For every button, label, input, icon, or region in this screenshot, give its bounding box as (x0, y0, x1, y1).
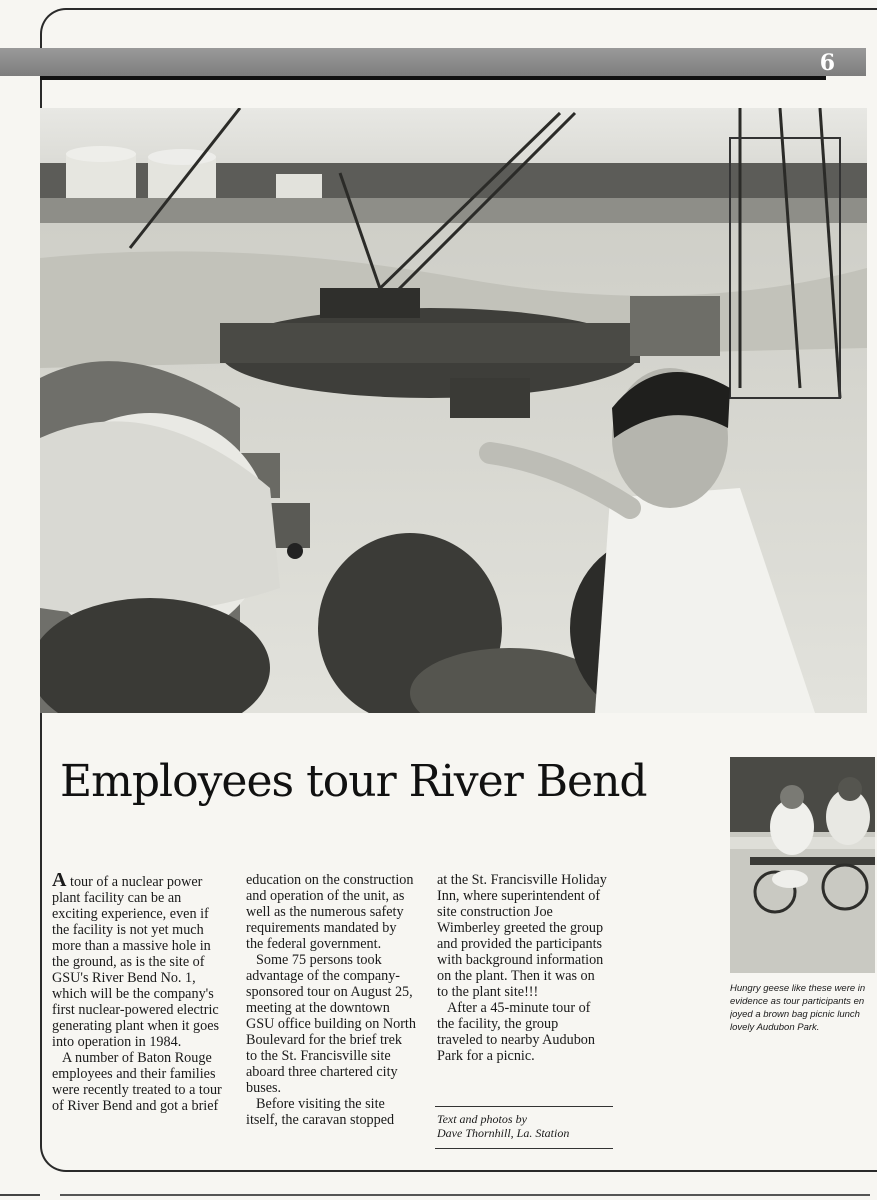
credit-line: Text and photos by (437, 1112, 527, 1126)
page-number: 6 (819, 50, 835, 76)
caption-line: evidence as tour participants en (730, 996, 865, 1007)
photo-credit (437, 1112, 617, 1140)
credit-rule-top (435, 1106, 613, 1107)
paragraph: A number of Baton Rouge employees and their families were recently treated to a tour of River Bend and got a brief (52, 1050, 222, 1114)
article-column-1 (52, 869, 222, 1114)
photo-caption (730, 982, 876, 1034)
article-column-2 (246, 872, 416, 1128)
header-band (0, 48, 866, 76)
credit-line: Dave Thornhill, La. Station (437, 1126, 570, 1140)
paragraph: education on the construction and operation of the unit, as well as the numerous safety requirements mandated by the federal government. (246, 872, 414, 952)
construction-site-photo (40, 108, 867, 713)
article-column-3 (437, 872, 607, 1064)
caption-line: Hungry geese like these were in (730, 983, 866, 994)
caption-line: joyed a brown bag picnic lunch (730, 1009, 860, 1020)
header-rule (40, 76, 826, 80)
bottom-rule (60, 1194, 870, 1196)
caption-line: lovely Audubon Park. (730, 1022, 820, 1033)
bottom-mark (0, 1194, 40, 1196)
picnic-photo (730, 757, 875, 973)
paragraph (52, 869, 222, 1050)
article-headline: Employees tour River Bend (60, 756, 647, 807)
paragraph: Some 75 persons took advantage of the company-sponsored tour on August 25, meeting at the downtown GSU office building on North Boulevard for the brief trek to the St. Francisville site aboard three chartered city buses. (246, 952, 416, 1096)
paragraph-text: tour of a nuclear power plant facility can be an exciting experience, even if the facility is not yet much more than a massive hole in the ground, as is the site of GSU's River Bend No. 1, which will be the company's first nuclear-powered electric generating plant when it goes into operation in 1984. (52, 874, 220, 1050)
paragraph: Before visiting the site itself, the caravan stopped (246, 1096, 395, 1128)
paragraph: at the St. Francisville Holiday Inn, where superintendent of site construction Joe Wimberley greeted the group and provided the participants with background information on the plant. Then it was on to the plant site!!! (437, 872, 607, 1000)
credit-rule-bottom (435, 1148, 613, 1149)
paragraph: After a 45-minute tour of the facility, the group traveled to nearby Audubon Park for a picnic. (437, 1000, 595, 1064)
drop-cap: A (52, 869, 67, 891)
